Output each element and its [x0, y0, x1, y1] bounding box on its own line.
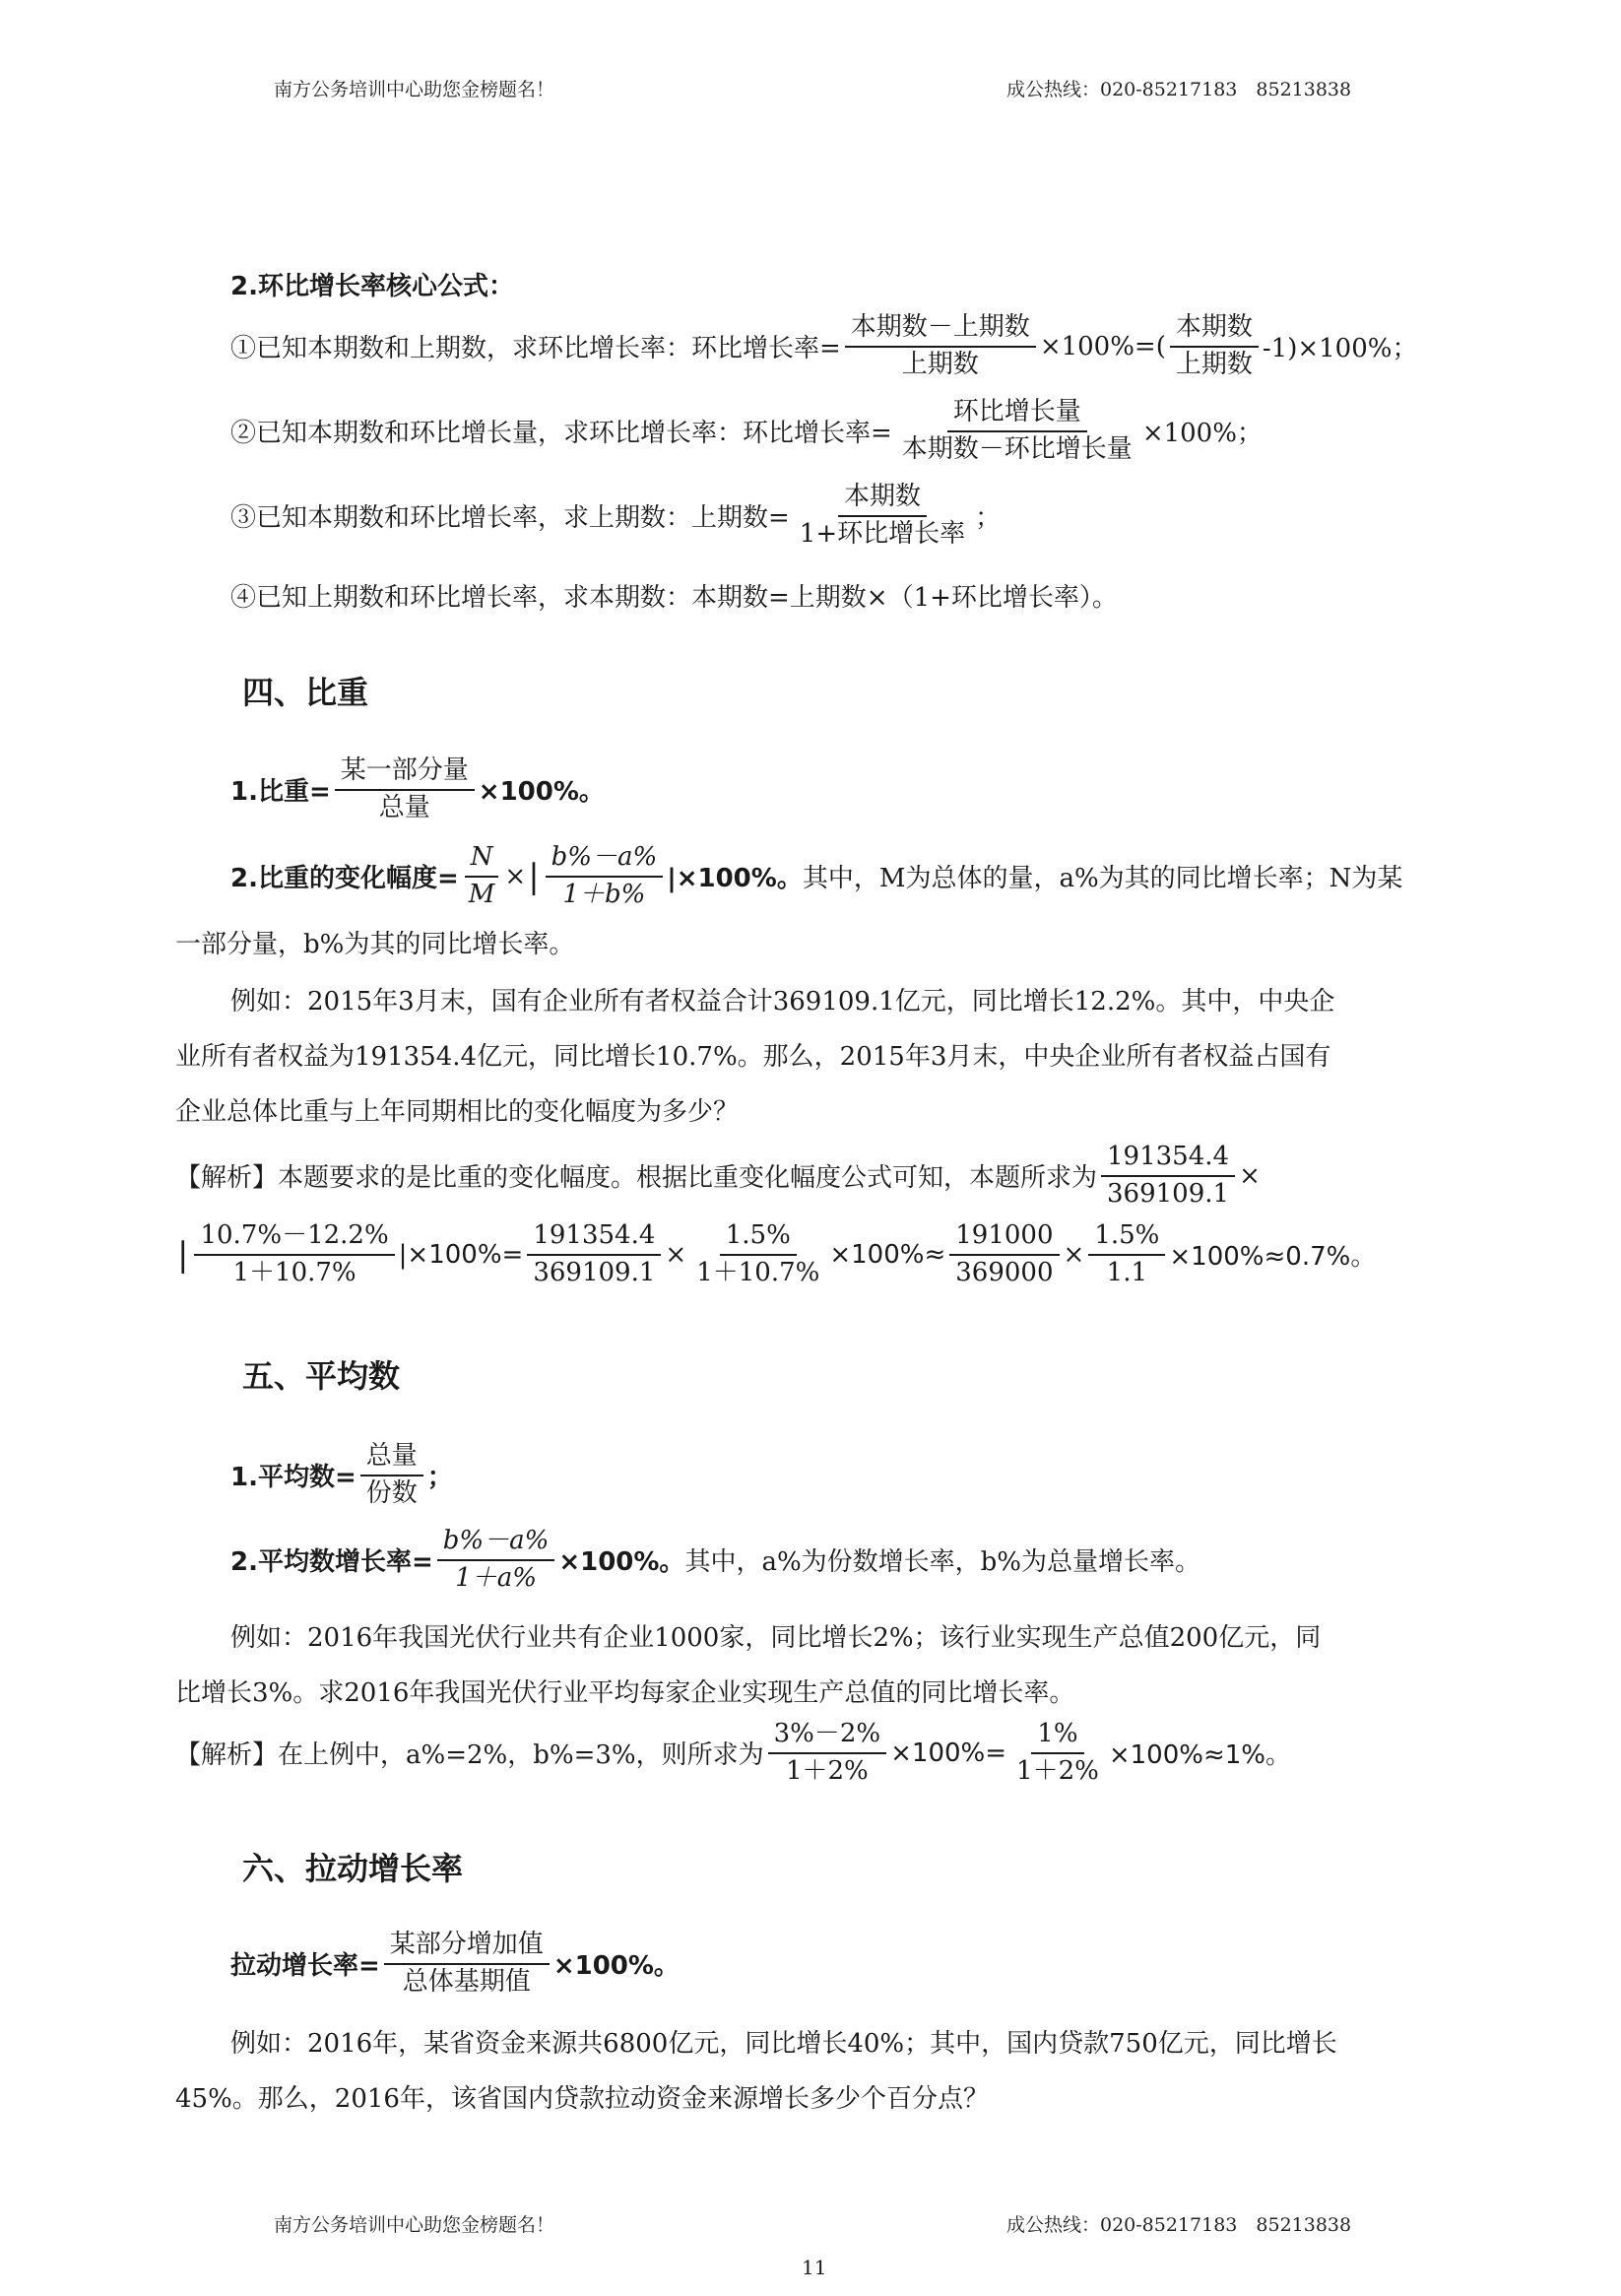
- fraction: [527, 1221, 661, 1288]
- formula-text: ×100%=: [890, 1738, 1007, 1768]
- formula-label: 拉动增长率=: [230, 1951, 380, 1982]
- formula-text: ×100%。: [478, 777, 605, 808]
- denominator: 1.1: [1106, 1257, 1148, 1287]
- abs-bar: |: [177, 1234, 189, 1275]
- formula-average-growth: [230, 1527, 1200, 1594]
- fraction: [335, 756, 475, 823]
- numerator: N: [465, 843, 499, 878]
- fraction: [1101, 1143, 1235, 1210]
- fraction: [437, 1527, 555, 1594]
- fraction: [1010, 1720, 1105, 1787]
- formula-explanation: 其中，a%为份数增长率，b%为总量增长率。: [684, 1547, 1200, 1578]
- fraction: [794, 483, 971, 550]
- fraction: [845, 313, 1036, 380]
- abs-bar: |: [528, 856, 540, 896]
- formula-text: ×: [665, 1239, 687, 1270]
- denominator: 1＋2%: [1016, 1755, 1099, 1786]
- numerator: 1%: [1031, 1720, 1083, 1754]
- fraction: [194, 1221, 394, 1288]
- fraction: [546, 843, 664, 910]
- denominator: 份数: [365, 1477, 418, 1508]
- numerator: 3%－2%: [768, 1720, 887, 1754]
- fraction: [949, 1221, 1059, 1288]
- formula-proportion: [230, 756, 605, 823]
- denominator: 369000: [955, 1257, 1054, 1287]
- denominator: 1＋10.7%: [696, 1257, 820, 1287]
- denominator: 1＋10.7%: [232, 1257, 357, 1287]
- formula-average: [230, 1442, 453, 1509]
- numerator: 191354.4: [1101, 1143, 1235, 1177]
- formula-text: ×100%。: [558, 1547, 685, 1578]
- example-line: 45%。那么，2016年，该省国内贷款拉动资金来源增长多少个百分点？: [175, 2084, 989, 2114]
- section-heading-mom-formulas: 2.环比增长率核心公式：: [230, 272, 514, 301]
- formula-text: |×100%=: [398, 1239, 524, 1270]
- numerator: 总量: [360, 1442, 423, 1476]
- example-line: 例如：2015年3月末，国有企业所有者权益合计369109.1亿元，同比增长12.2%。其中，中央企: [230, 987, 1335, 1017]
- formula-label: 1.比重=: [230, 777, 331, 808]
- page-number: 11: [802, 2256, 827, 2279]
- denominator: 本期数－环比增长量: [901, 433, 1133, 464]
- numerator: b%－a%: [546, 843, 664, 878]
- solution-text: 【解析】在上例中，a%=2%，b%=3%，则所求为: [175, 1740, 764, 1771]
- paragraph-line: 一部分量，b%为其的同比增长率。: [175, 930, 575, 959]
- denominator: 总体基期值: [402, 1966, 531, 1997]
- formula-text: ×: [1063, 1239, 1085, 1270]
- formula-current-period: ④已知上期数和环比增长率，求本期数：本期数=上期数×（1+环比增长率）。: [230, 583, 1118, 613]
- numerator: 191354.4: [527, 1221, 661, 1256]
- example-line: 例如：2016年我国光伏行业共有企业1000家，同比增长2%；该行业实现生产总值200亿元，同: [230, 1623, 1322, 1653]
- formula-text: ；: [426, 1463, 453, 1493]
- numerator: 本期数: [838, 483, 927, 517]
- formula-text: ×100%≈0.7%。: [1169, 1242, 1377, 1273]
- example-line: 比增长3%。求2016年我国光伏行业平均每家企业实现生产总值的同比增长率。: [175, 1678, 1075, 1708]
- solution-line-2: [175, 1221, 1376, 1288]
- footer-right: 成公热线：020-85217183 85213838: [1006, 2214, 1352, 2236]
- header-right: 成公热线：020-85217183 85213838: [1006, 79, 1352, 100]
- fraction: [360, 1442, 423, 1509]
- example-line: 企业总体比重与上年同期相比的变化幅度为多少？: [175, 1097, 740, 1127]
- fraction: [896, 398, 1138, 465]
- formula-text: ×100%。: [552, 1951, 680, 1982]
- formula-label: 1.平均数=: [230, 1463, 357, 1493]
- fraction: [1088, 1221, 1165, 1288]
- solution-line: [175, 1720, 1291, 1787]
- formula-mom-rate: [230, 313, 1417, 380]
- numerator: 本期数－上期数: [845, 313, 1036, 348]
- example-line: 例如：2016年，某省资金来源共6800亿元，同比增长40%；其中，国内贷款750亿元，同比增长: [230, 2029, 1337, 2059]
- formula-proportion-change: [230, 843, 1402, 910]
- fraction: [768, 1720, 887, 1787]
- formula-label: 2.比重的变化幅度=: [230, 864, 459, 894]
- formula-text: ×100%≈: [829, 1239, 946, 1270]
- denominator: 上期数: [1175, 349, 1253, 379]
- numerator: 1.5%: [1088, 1221, 1165, 1256]
- denominator: 369109.1: [533, 1257, 656, 1287]
- numerator: 某部分增加值: [384, 1931, 550, 1965]
- denominator: 上期数: [901, 349, 979, 379]
- numerator: 本期数: [1170, 313, 1259, 348]
- denominator: 1+环比增长率: [799, 518, 966, 549]
- formula-text: ×: [1239, 1160, 1261, 1191]
- formula-text: ②已知本期数和环比增长量，求环比增长率：环比增长率=: [230, 419, 892, 449]
- formula-explanation: 其中，M为总体的量，a%为其的同比增长率；N为某: [802, 864, 1403, 894]
- formula-text: ×100%≈1%。: [1108, 1740, 1291, 1771]
- fraction: [384, 1931, 550, 1998]
- numerator: b%－a%: [437, 1527, 555, 1561]
- section-heading-proportion: 四、比重: [242, 674, 369, 711]
- header-left: 南方公务培训中心助您金榜题名！: [274, 79, 555, 100]
- formula-pull-growth: [230, 1931, 680, 1998]
- formula-previous-period: [230, 483, 1001, 550]
- formula-text: -1)×100%；: [1262, 334, 1418, 364]
- denominator: 1＋2%: [785, 1755, 869, 1786]
- formula-text: ①已知本期数和上期数，求环比增长率：环比增长率=: [230, 334, 841, 364]
- example-line: 业所有者权益为191354.4亿元，同比增长10.7%。那么，2015年3月末，中央企业所有者权益占国有: [175, 1042, 1331, 1072]
- numerator: 环比增长量: [947, 398, 1087, 432]
- formula-text: ③已知本期数和环比增长率，求上期数：上期数=: [230, 503, 790, 534]
- fraction: [690, 1221, 825, 1288]
- formula-text: ×100%；: [1141, 419, 1263, 449]
- denominator: 369109.1: [1107, 1178, 1230, 1209]
- formula-label: 2.平均数增长率=: [230, 1547, 433, 1578]
- solution-text: 【解析】本题要求的是比重的变化幅度。根据比重变化幅度公式可知，本题所求为: [175, 1163, 1098, 1194]
- denominator: M: [468, 879, 495, 909]
- formula-text: |×100%。: [667, 864, 803, 894]
- numerator: 1.5%: [720, 1221, 797, 1256]
- solution-line-1: [175, 1143, 1261, 1210]
- numerator: 10.7%－12.2%: [194, 1221, 394, 1256]
- section-heading-average: 五、平均数: [242, 1357, 401, 1395]
- denominator: 总量: [378, 792, 430, 822]
- formula-text: ×100%=(: [1039, 331, 1166, 361]
- fraction: [1170, 313, 1259, 380]
- numerator: 191000: [949, 1221, 1059, 1256]
- footer-left: 南方公务培训中心助您金榜题名！: [274, 2214, 555, 2236]
- formula-mom-rate-from-increment: [230, 398, 1263, 465]
- section-heading-pull-growth: 六、拉动增长率: [242, 1850, 464, 1887]
- numerator: 某一部分量: [335, 756, 475, 791]
- denominator: 1＋b%: [562, 879, 646, 909]
- formula-text: ；: [975, 503, 1002, 534]
- formula-text: ×: [504, 861, 527, 891]
- denominator: 1＋a%: [455, 1562, 537, 1593]
- fraction: [463, 843, 501, 910]
